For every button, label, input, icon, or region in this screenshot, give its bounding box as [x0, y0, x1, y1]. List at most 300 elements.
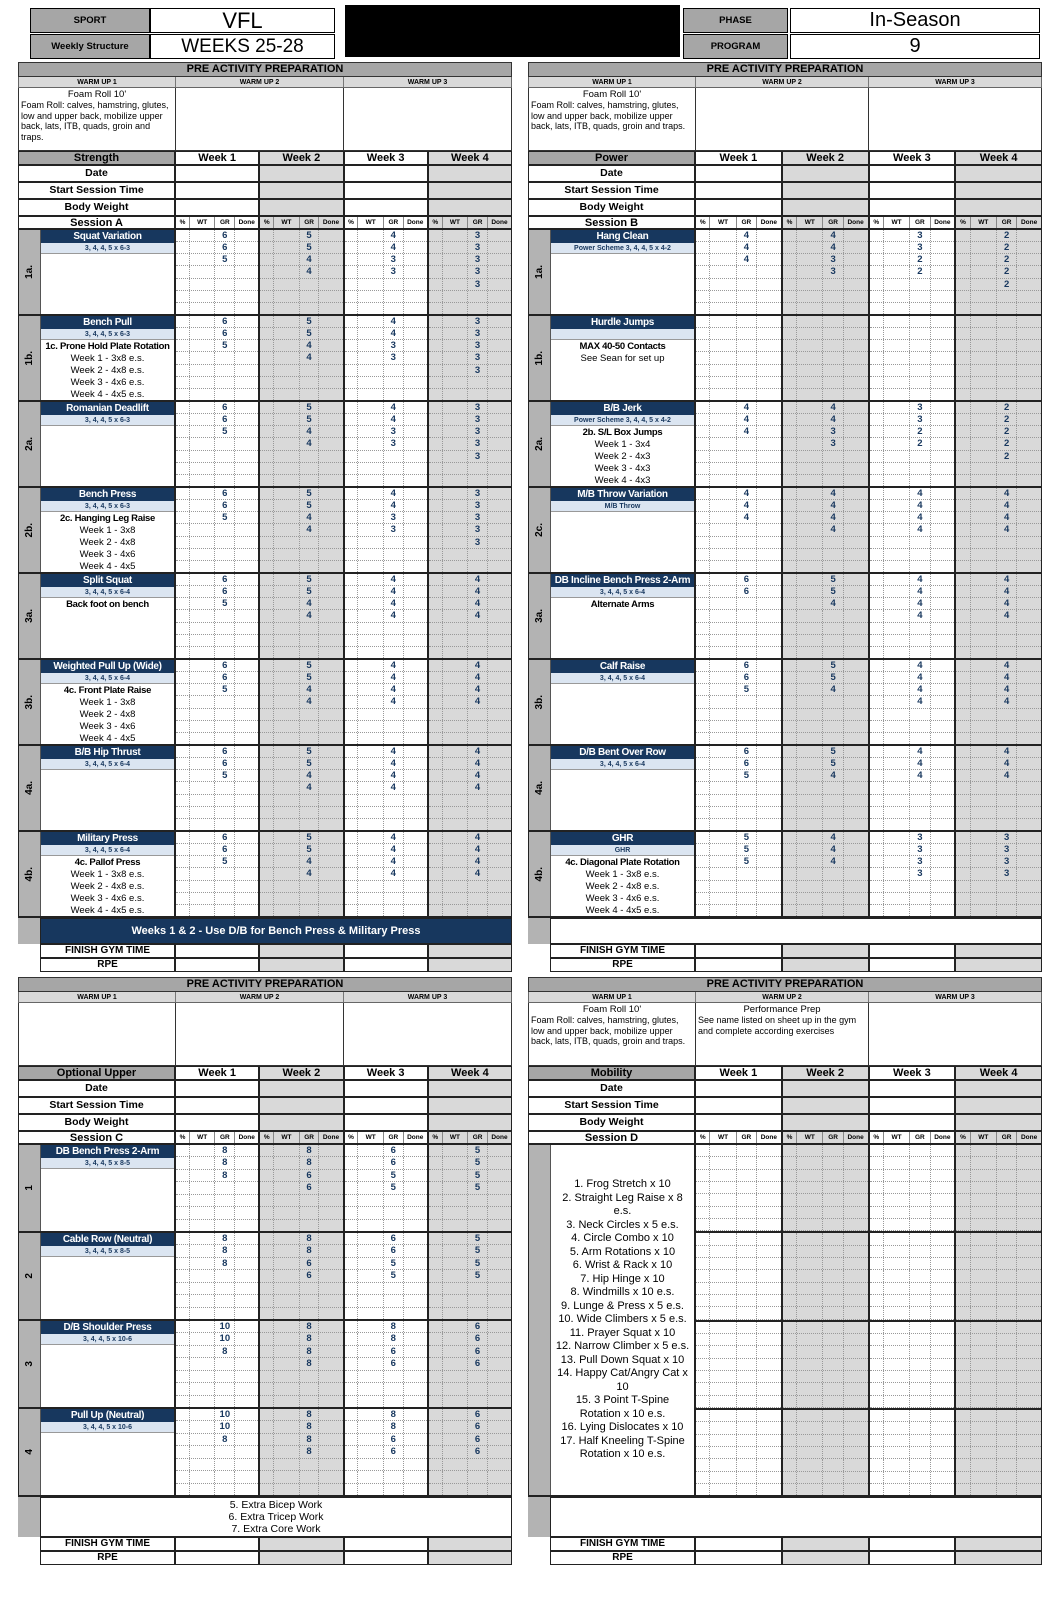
- entry-cell[interactable]: [260, 524, 274, 535]
- entry-cell[interactable]: [274, 709, 299, 720]
- entry-cell[interactable]: [710, 1258, 736, 1269]
- entry-cell[interactable]: [488, 377, 511, 388]
- entry-cell[interactable]: [710, 230, 736, 241]
- entry-cell[interactable]: [319, 1145, 342, 1156]
- entry-cell[interactable]: [443, 647, 468, 658]
- entry-cell[interactable]: [443, 377, 468, 388]
- entry-cell[interactable]: [235, 500, 258, 511]
- entry-cell[interactable]: [345, 1459, 359, 1470]
- entry-cell[interactable]: [274, 721, 299, 732]
- entry-cell[interactable]: [797, 672, 823, 683]
- entry-cell[interactable]: [884, 1422, 910, 1433]
- entry-cell[interactable]: [797, 414, 823, 425]
- entry-cell[interactable]: [696, 1283, 710, 1294]
- entry-cell[interactable]: [190, 598, 215, 609]
- gr-cell[interactable]: [737, 1157, 757, 1168]
- entry-cell[interactable]: [443, 1346, 468, 1357]
- gr-cell[interactable]: [215, 807, 235, 818]
- entry-cell[interactable]: [870, 1270, 884, 1281]
- entry-cell[interactable]: [260, 1182, 274, 1193]
- entry-cell[interactable]: [844, 426, 868, 437]
- entry-cell[interactable]: [710, 488, 736, 499]
- gr-cell[interactable]: [300, 709, 320, 720]
- entry-cell[interactable]: [870, 721, 884, 732]
- entry-cell[interactable]: [757, 758, 781, 769]
- entry-cell[interactable]: [488, 672, 511, 683]
- entry-cell[interactable]: [931, 623, 955, 634]
- entry-cell[interactable]: [783, 696, 797, 707]
- entry-cell[interactable]: [931, 414, 955, 425]
- gr-value[interactable]: 3: [910, 832, 930, 843]
- entry-cell[interactable]: [884, 389, 910, 400]
- entry-cell[interactable]: [931, 303, 955, 314]
- gr-value[interactable]: 6: [215, 746, 235, 757]
- entry-cell[interactable]: [488, 1333, 511, 1344]
- entry-cell[interactable]: [190, 524, 215, 535]
- gr-cell[interactable]: [910, 328, 930, 339]
- entry-cell[interactable]: [488, 1383, 511, 1394]
- entry-cell[interactable]: [710, 574, 736, 585]
- entry-cell[interactable]: [870, 1383, 884, 1394]
- gr-cell[interactable]: [215, 1283, 235, 1294]
- entry-cell[interactable]: [260, 635, 274, 646]
- entry-cell[interactable]: [274, 672, 299, 683]
- entry-cell[interactable]: [884, 1219, 910, 1230]
- entry-cell[interactable]: [319, 1321, 342, 1332]
- entry-cell[interactable]: [274, 1484, 299, 1495]
- entry-cell[interactable]: [319, 746, 342, 757]
- entry-cell[interactable]: [971, 1307, 997, 1318]
- gr-cell[interactable]: [997, 881, 1017, 892]
- entry-cell[interactable]: [884, 1258, 910, 1269]
- gr-value[interactable]: 4: [468, 660, 488, 671]
- entry-cell[interactable]: [696, 1459, 710, 1470]
- entry-cell[interactable]: [258, 166, 342, 181]
- entry-cell[interactable]: [235, 414, 258, 425]
- gr-cell[interactable]: [910, 463, 930, 474]
- entry-cell[interactable]: [488, 561, 511, 572]
- entry-cell[interactable]: [696, 1270, 710, 1281]
- entry-cell[interactable]: [427, 1538, 511, 1550]
- entry-cell[interactable]: [884, 1383, 910, 1394]
- entry-cell[interactable]: [358, 844, 383, 855]
- entry-cell[interactable]: [844, 1322, 868, 1333]
- entry-cell[interactable]: [710, 868, 736, 879]
- gr-cell[interactable]: [215, 795, 235, 806]
- gr-value[interactable]: 4: [737, 426, 757, 437]
- gr-value[interactable]: 2: [997, 242, 1017, 253]
- entry-cell[interactable]: [319, 1484, 342, 1495]
- entry-cell[interactable]: [757, 1322, 781, 1333]
- gr-cell[interactable]: [215, 524, 235, 535]
- entry-cell[interactable]: [345, 1233, 359, 1244]
- gr-value[interactable]: 5: [823, 586, 843, 597]
- entry-cell[interactable]: [696, 733, 710, 744]
- entry-cell[interactable]: [783, 660, 797, 671]
- gr-value[interactable]: 4: [300, 266, 320, 277]
- entry-cell[interactable]: [781, 1538, 868, 1550]
- entry-cell[interactable]: [235, 377, 258, 388]
- entry-cell[interactable]: [710, 782, 736, 793]
- gr-cell[interactable]: [215, 635, 235, 646]
- gr-cell[interactable]: [997, 623, 1017, 634]
- entry-cell[interactable]: [343, 1115, 427, 1130]
- entry-cell[interactable]: [884, 512, 910, 523]
- entry-cell[interactable]: [931, 352, 955, 363]
- entry-cell[interactable]: [274, 1195, 299, 1206]
- entry-cell[interactable]: [190, 1383, 215, 1394]
- entry-cell[interactable]: [710, 684, 736, 695]
- entry-cell[interactable]: [971, 291, 997, 302]
- gr-value[interactable]: 4: [910, 696, 930, 707]
- gr-cell[interactable]: [468, 1459, 488, 1470]
- entry-cell[interactable]: [358, 1283, 383, 1294]
- entry-cell[interactable]: [345, 291, 359, 302]
- gr-cell[interactable]: [910, 905, 930, 916]
- entry-cell[interactable]: [429, 905, 443, 916]
- entry-cell[interactable]: [429, 819, 443, 830]
- entry-cell[interactable]: [260, 672, 274, 683]
- gr-cell[interactable]: [215, 1459, 235, 1470]
- entry-cell[interactable]: [931, 451, 955, 462]
- entry-cell[interactable]: [176, 819, 190, 830]
- gr-value[interactable]: 3: [468, 254, 488, 265]
- entry-cell[interactable]: [884, 230, 910, 241]
- entry-cell[interactable]: [710, 672, 736, 683]
- entry-cell[interactable]: [696, 1246, 710, 1257]
- entry-cell[interactable]: [443, 635, 468, 646]
- gr-cell[interactable]: [215, 561, 235, 572]
- gr-cell[interactable]: [737, 340, 757, 351]
- gr-value[interactable]: 4: [997, 500, 1017, 511]
- entry-cell[interactable]: [274, 893, 299, 904]
- gr-cell[interactable]: [910, 291, 930, 302]
- entry-cell[interactable]: [783, 844, 797, 855]
- entry-cell[interactable]: [274, 1421, 299, 1432]
- entry-cell[interactable]: [783, 537, 797, 548]
- gr-cell[interactable]: [823, 316, 843, 327]
- entry-cell[interactable]: [956, 230, 970, 241]
- gr-value[interactable]: 5: [300, 230, 320, 241]
- gr-value[interactable]: 6: [737, 746, 757, 757]
- gr-cell[interactable]: [737, 524, 757, 535]
- entry-cell[interactable]: [710, 316, 736, 327]
- entry-cell[interactable]: [757, 598, 781, 609]
- entry-cell[interactable]: [710, 1194, 736, 1205]
- entry-cell[interactable]: [931, 1447, 955, 1458]
- entry-cell[interactable]: [956, 770, 970, 781]
- entry-cell[interactable]: [971, 549, 997, 560]
- entry-cell[interactable]: [235, 1233, 258, 1244]
- entry-cell[interactable]: [884, 795, 910, 806]
- gr-cell[interactable]: [468, 291, 488, 302]
- entry-cell[interactable]: [190, 463, 215, 474]
- entry-cell[interactable]: [443, 1333, 468, 1344]
- gr-value[interactable]: 3: [910, 242, 930, 253]
- entry-cell[interactable]: [696, 230, 710, 241]
- entry-cell[interactable]: [345, 758, 359, 769]
- gr-value[interactable]: 4: [384, 672, 404, 683]
- entry-cell[interactable]: [797, 844, 823, 855]
- entry-cell[interactable]: [404, 660, 427, 671]
- entry-cell[interactable]: [1017, 660, 1041, 671]
- gr-value[interactable]: 4: [823, 512, 843, 523]
- entry-cell[interactable]: [443, 1157, 468, 1168]
- entry-cell[interactable]: [319, 1295, 342, 1306]
- entry-cell[interactable]: [274, 819, 299, 830]
- entry-cell[interactable]: [429, 1207, 443, 1218]
- entry-cell[interactable]: [797, 647, 823, 658]
- gr-cell[interactable]: [910, 1258, 930, 1269]
- entry-cell[interactable]: [427, 945, 511, 957]
- gr-value[interactable]: 8: [215, 1145, 235, 1156]
- entry-cell[interactable]: [404, 832, 427, 843]
- entry-cell[interactable]: [443, 881, 468, 892]
- gr-cell[interactable]: [910, 1219, 930, 1230]
- entry-cell[interactable]: [358, 672, 383, 683]
- entry-cell[interactable]: [783, 1422, 797, 1433]
- gr-value[interactable]: 2: [997, 254, 1017, 265]
- entry-cell[interactable]: [190, 1446, 215, 1457]
- entry-cell[interactable]: [710, 1435, 736, 1446]
- entry-cell[interactable]: [884, 721, 910, 732]
- entry-cell[interactable]: [971, 1170, 997, 1181]
- gr-cell[interactable]: [737, 1295, 757, 1306]
- entry-cell[interactable]: [176, 414, 190, 425]
- entry-cell[interactable]: [757, 696, 781, 707]
- entry-cell[interactable]: [404, 230, 427, 241]
- gr-value[interactable]: 4: [997, 524, 1017, 535]
- entry-cell[interactable]: [797, 1157, 823, 1168]
- entry-cell[interactable]: [488, 438, 511, 449]
- entry-cell[interactable]: [429, 1145, 443, 1156]
- entry-cell[interactable]: [345, 1434, 359, 1445]
- entry-cell[interactable]: [443, 352, 468, 363]
- entry-cell[interactable]: [488, 598, 511, 609]
- entry-cell[interactable]: [931, 512, 955, 523]
- entry-cell[interactable]: [358, 598, 383, 609]
- gr-value[interactable]: 4: [384, 598, 404, 609]
- entry-cell[interactable]: [1017, 291, 1041, 302]
- entry-cell[interactable]: [956, 1322, 970, 1333]
- entry-cell[interactable]: [429, 402, 443, 413]
- entry-cell[interactable]: [757, 1472, 781, 1483]
- gr-value[interactable]: 2: [997, 266, 1017, 277]
- entry-cell[interactable]: [443, 1233, 468, 1244]
- entry-cell[interactable]: [710, 402, 736, 413]
- entry-cell[interactable]: [844, 1484, 868, 1495]
- gr-cell[interactable]: [910, 1145, 930, 1156]
- entry-cell[interactable]: [429, 1157, 443, 1168]
- gr-cell[interactable]: [300, 279, 320, 290]
- gr-value[interactable]: 6: [215, 230, 235, 241]
- entry-cell[interactable]: [358, 881, 383, 892]
- entry-cell[interactable]: [696, 1170, 710, 1181]
- gr-cell[interactable]: [384, 733, 404, 744]
- entry-cell[interactable]: [176, 377, 190, 388]
- gr-cell[interactable]: [910, 709, 930, 720]
- entry-cell[interactable]: [274, 696, 299, 707]
- gr-cell[interactable]: [997, 1410, 1017, 1421]
- entry-cell[interactable]: [274, 1258, 299, 1269]
- entry-cell[interactable]: [931, 598, 955, 609]
- entry-cell[interactable]: [404, 782, 427, 793]
- entry-cell[interactable]: [274, 316, 299, 327]
- entry-cell[interactable]: [971, 1422, 997, 1433]
- entry-cell[interactable]: [783, 291, 797, 302]
- entry-cell[interactable]: [884, 1484, 910, 1495]
- entry-cell[interactable]: [931, 1283, 955, 1294]
- gr-cell[interactable]: [823, 893, 843, 904]
- entry-cell[interactable]: [884, 352, 910, 363]
- gr-value[interactable]: 4: [823, 524, 843, 535]
- entry-cell[interactable]: [427, 1115, 511, 1130]
- entry-cell[interactable]: [870, 242, 884, 253]
- gr-cell[interactable]: [997, 1194, 1017, 1205]
- entry-cell[interactable]: [797, 1283, 823, 1294]
- entry-cell[interactable]: [696, 1435, 710, 1446]
- gr-value[interactable]: 5: [300, 672, 320, 683]
- entry-cell[interactable]: [319, 819, 342, 830]
- entry-cell[interactable]: [710, 1233, 736, 1244]
- entry-cell[interactable]: [844, 438, 868, 449]
- gr-value[interactable]: 4: [300, 598, 320, 609]
- gr-cell[interactable]: [823, 1422, 843, 1433]
- gr-cell[interactable]: [997, 647, 1017, 658]
- entry-cell[interactable]: [971, 660, 997, 671]
- entry-cell[interactable]: [884, 414, 910, 425]
- entry-cell[interactable]: [429, 893, 443, 904]
- entry-cell[interactable]: [345, 340, 359, 351]
- gr-cell[interactable]: [997, 537, 1017, 548]
- gr-value[interactable]: 5: [300, 758, 320, 769]
- entry-cell[interactable]: [235, 635, 258, 646]
- entry-cell[interactable]: [488, 279, 511, 290]
- entry-cell[interactable]: [956, 1346, 970, 1357]
- entry-cell[interactable]: [884, 696, 910, 707]
- gr-cell[interactable]: [384, 647, 404, 658]
- gr-value[interactable]: 6: [384, 1145, 404, 1156]
- gr-cell[interactable]: [823, 463, 843, 474]
- entry-cell[interactable]: [319, 574, 342, 585]
- entry-cell[interactable]: [260, 377, 274, 388]
- gr-cell[interactable]: [823, 623, 843, 634]
- entry-cell[interactable]: [176, 475, 190, 486]
- entry-cell[interactable]: [176, 1270, 190, 1281]
- gr-value[interactable]: 4: [468, 782, 488, 793]
- entry-cell[interactable]: [956, 1270, 970, 1281]
- gr-cell[interactable]: [823, 1472, 843, 1483]
- entry-cell[interactable]: [404, 1446, 427, 1457]
- entry-cell[interactable]: [783, 328, 797, 339]
- gr-value[interactable]: 4: [300, 340, 320, 351]
- entry-cell[interactable]: [783, 488, 797, 499]
- entry-cell[interactable]: [429, 635, 443, 646]
- gr-cell[interactable]: [468, 647, 488, 658]
- entry-cell[interactable]: [319, 463, 342, 474]
- gr-cell[interactable]: [300, 1295, 320, 1306]
- entry-cell[interactable]: [783, 1233, 797, 1244]
- entry-cell[interactable]: [429, 1471, 443, 1482]
- gr-cell[interactable]: [300, 795, 320, 806]
- entry-cell[interactable]: [443, 463, 468, 474]
- entry-cell[interactable]: [844, 1383, 868, 1394]
- entry-cell[interactable]: [345, 266, 359, 277]
- entry-cell[interactable]: [176, 1258, 190, 1269]
- entry-cell[interactable]: [797, 1219, 823, 1230]
- gr-cell[interactable]: [300, 389, 320, 400]
- entry-cell[interactable]: [488, 844, 511, 855]
- entry-cell[interactable]: [884, 574, 910, 585]
- entry-cell[interactable]: [274, 1182, 299, 1193]
- gr-value[interactable]: 8: [384, 1321, 404, 1332]
- gr-value[interactable]: 8: [384, 1409, 404, 1420]
- entry-cell[interactable]: [1017, 426, 1041, 437]
- gr-value[interactable]: 4: [384, 230, 404, 241]
- gr-cell[interactable]: [997, 1270, 1017, 1281]
- gr-value[interactable]: 4: [384, 610, 404, 621]
- entry-cell[interactable]: [696, 352, 710, 363]
- entry-cell[interactable]: [358, 819, 383, 830]
- entry-cell[interactable]: [931, 684, 955, 695]
- gr-cell[interactable]: [215, 1270, 235, 1281]
- entry-cell[interactable]: [404, 512, 427, 523]
- entry-cell[interactable]: [443, 1383, 468, 1394]
- gr-cell[interactable]: [737, 1422, 757, 1433]
- entry-cell[interactable]: [870, 1295, 884, 1306]
- entry-cell[interactable]: [844, 463, 868, 474]
- gr-cell[interactable]: [215, 782, 235, 793]
- gr-cell[interactable]: [997, 1383, 1017, 1394]
- entry-cell[interactable]: [931, 500, 955, 511]
- entry-cell[interactable]: [844, 340, 868, 351]
- entry-cell[interactable]: [931, 402, 955, 413]
- entry-cell[interactable]: [870, 1219, 884, 1230]
- entry-cell[interactable]: [696, 586, 710, 597]
- entry-cell[interactable]: [404, 807, 427, 818]
- gr-value[interactable]: 4: [910, 610, 930, 621]
- entry-cell[interactable]: [429, 1245, 443, 1256]
- entry-cell[interactable]: [488, 1283, 511, 1294]
- entry-cell[interactable]: [274, 377, 299, 388]
- entry-cell[interactable]: [783, 684, 797, 695]
- entry-cell[interactable]: [345, 893, 359, 904]
- entry-cell[interactable]: [319, 1333, 342, 1344]
- gr-value[interactable]: 3: [823, 438, 843, 449]
- entry-cell[interactable]: [404, 672, 427, 683]
- entry-cell[interactable]: [235, 365, 258, 376]
- entry-cell[interactable]: [443, 893, 468, 904]
- entry-cell[interactable]: [954, 1081, 1041, 1096]
- entry-cell[interactable]: [783, 586, 797, 597]
- entry-cell[interactable]: [797, 684, 823, 695]
- entry-cell[interactable]: [345, 647, 359, 658]
- entry-cell[interactable]: [956, 488, 970, 499]
- gr-value[interactable]: 4: [910, 684, 930, 695]
- entry-cell[interactable]: [954, 1538, 1041, 1550]
- entry-cell[interactable]: [956, 414, 970, 425]
- entry-cell[interactable]: [358, 746, 383, 757]
- gr-value[interactable]: 4: [823, 242, 843, 253]
- entry-cell[interactable]: [319, 1471, 342, 1482]
- entry-cell[interactable]: [443, 1308, 468, 1319]
- entry-cell[interactable]: [235, 266, 258, 277]
- gr-value[interactable]: 8: [215, 1170, 235, 1181]
- gr-cell[interactable]: [300, 1459, 320, 1470]
- gr-value[interactable]: 8: [300, 1409, 320, 1420]
- entry-cell[interactable]: [176, 832, 190, 843]
- entry-cell[interactable]: [235, 1383, 258, 1394]
